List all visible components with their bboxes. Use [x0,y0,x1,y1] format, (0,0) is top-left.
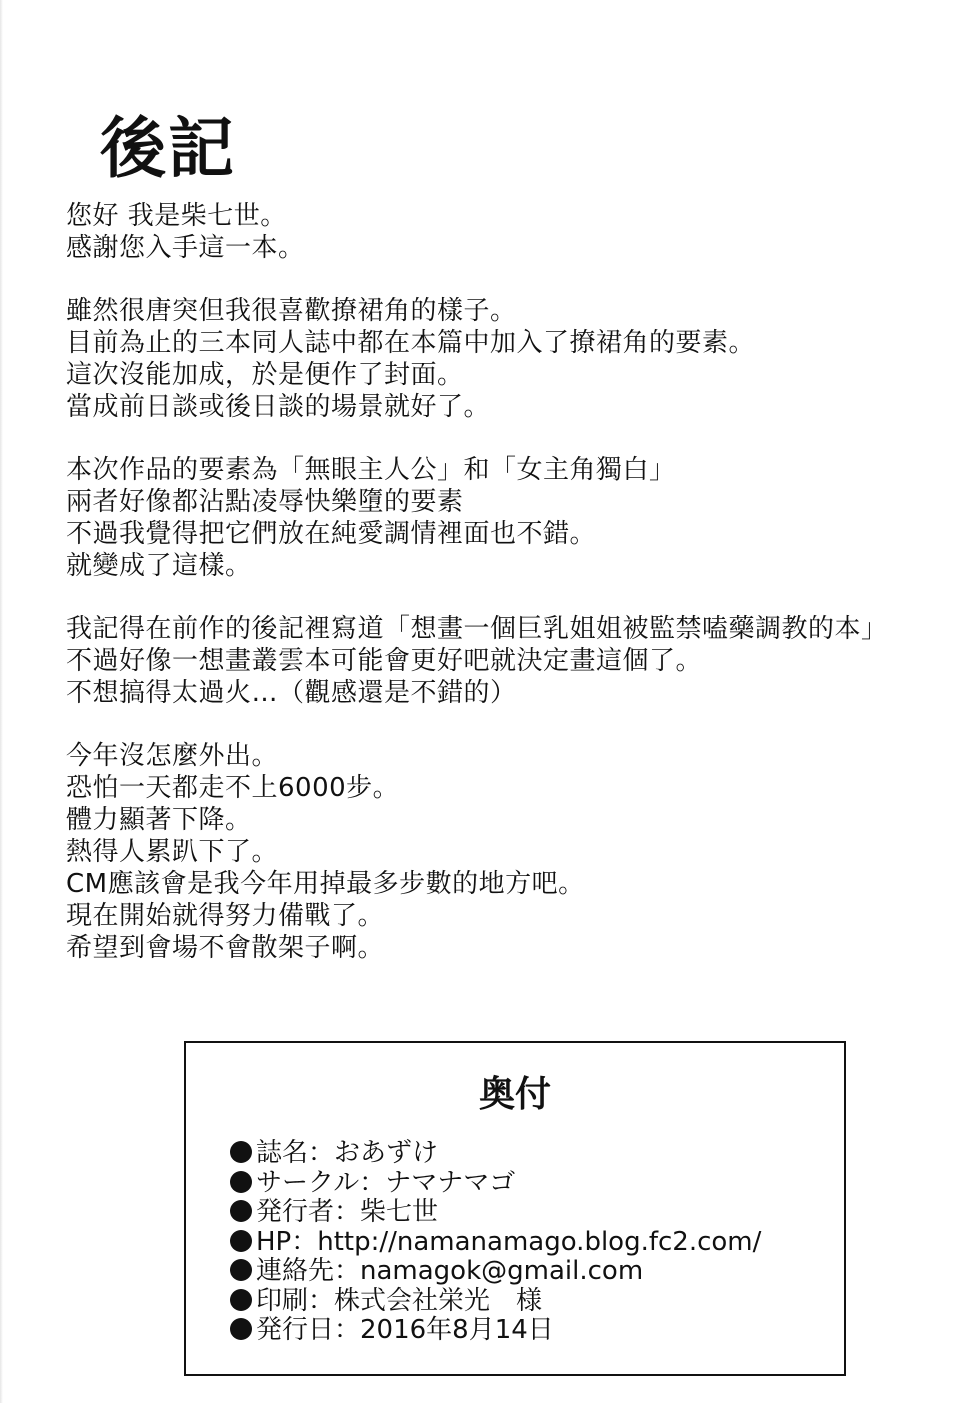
page-edge-shadow [0,0,3,1403]
bullet-icon [230,1171,252,1193]
bullet-icon [230,1200,252,1222]
text-line: 我記得在前作的後記裡寫道「想畫一個巨乳姐姐被監禁嗑藥調教的本」 [66,614,888,644]
paragraph-cover [66,295,966,423]
colophon-item-circle [230,1169,761,1199]
text-line: 目前為止的三本同人誌中都在本篇中加入了撩裙角的要素。 [66,328,756,358]
colophon-item-text: 印刷：株式会社栄光 様 [256,1285,543,1316]
colophon-item-text: 発行者：柴七世 [256,1197,439,1227]
text-line: 本次作品的要素為「無眼主人公」和「女主角獨白」 [66,455,676,485]
text-line: 雖然很唐突但我很喜歡撩裙角的樣子。 [66,296,517,326]
text-line: 您好 我是柴七世。 [66,201,287,231]
text-line: 體力顯著下降。 [66,805,252,835]
colophon-item-contact [230,1257,761,1287]
text-line: 現在開始就得努力備戰了。 [66,901,385,931]
bullet-icon [230,1259,252,1281]
colophon-item-text: 発行日：2016年8月14日 [256,1315,554,1345]
bullet-icon [230,1230,252,1252]
colophon-item-date [230,1316,761,1346]
colophon-box [184,1041,846,1376]
colophon-item-text: サークル：ナマナマゴ [256,1167,516,1198]
text-line: CM應該會是我今年用掉最多步數的地方吧。 [66,869,585,899]
text-line: 恐怕一天都走不上6000步。 [66,773,400,803]
paragraph-elements [66,454,966,582]
paragraph-this-year [66,740,966,964]
text-line: 感謝您入手這一本。 [66,233,305,263]
text-line: 兩者好像都沾點凌辱快樂墮的要素 [66,487,464,517]
colophon-item-text: 連絡先：namagok@gmail.com [256,1256,644,1286]
colophon-item-homepage [230,1228,761,1258]
colophon-item-text: HP：http://namanamago.blog.fc2.com/ [256,1226,762,1257]
text-line: 今年沒怎麼外出。 [66,741,279,771]
afterword-body [66,200,966,995]
text-line: 就變成了這樣。 [66,551,252,581]
colophon-item-printer [230,1287,761,1317]
bullet-icon [230,1318,252,1340]
text-line: 不過好像一想畫叢雲本可能會更好吧就決定畫這個了。 [66,646,703,676]
page-title: 後記 [100,110,236,188]
colophon-title: 奥付 [478,1074,551,1115]
bullet-icon [230,1289,252,1311]
colophon-item-publisher [230,1198,761,1228]
colophon-item-title [230,1139,761,1169]
text-line: 這次沒能加成，於是便作了封面。 [66,360,464,390]
colophon-item-text: 誌名：おあずけ [256,1138,439,1168]
text-line: 希望到會場不會散架子啊。 [66,933,385,963]
text-line: 不過我覺得把它們放在純愛調情裡面也不錯。 [66,519,597,549]
text-line: 當成前日談或後日談的場景就好了。 [66,392,491,422]
paragraph-greeting [66,200,966,264]
text-line: 不想搞得太過火…（觀感還是不錯的） [66,678,517,708]
text-line: 熱得人累趴下了。 [66,837,279,867]
bullet-icon [230,1141,252,1163]
paragraph-previous-work [66,613,966,709]
colophon-list [230,1139,761,1346]
